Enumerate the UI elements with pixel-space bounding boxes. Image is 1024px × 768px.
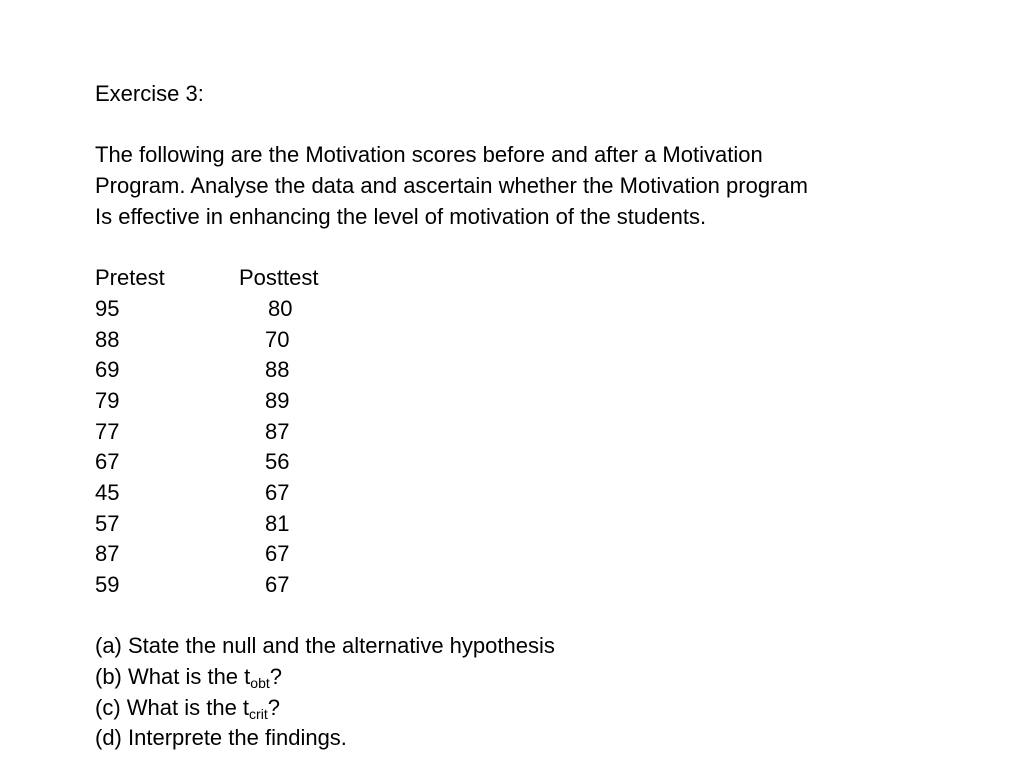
pretest-value: 87	[95, 541, 120, 567]
posttest-value: 56	[265, 449, 290, 475]
paragraph-line-3: Is effective in enhancing the level of motivation of the students.	[95, 203, 707, 229]
question-c-suffix: ?	[267, 694, 280, 720]
question-c-prefix: (c) What is the t	[95, 694, 250, 720]
question-b	[95, 662, 995, 693]
pretest-value: 45	[95, 479, 120, 505]
spacer	[95, 110, 995, 141]
pretest-value: 59	[95, 572, 120, 597]
posttest-value: 88	[265, 357, 290, 383]
posttest-value: 89	[265, 387, 290, 413]
table-row	[95, 539, 995, 570]
question-c-subscript: crit	[249, 705, 268, 722]
question-b-suffix: ?	[269, 664, 282, 690]
paragraph-line-2: Program. Analyse the data and ascertain whether the Motivation program	[95, 173, 808, 199]
slide-content	[95, 79, 995, 754]
header-pretest: Pretest	[95, 265, 165, 291]
table-row	[95, 355, 995, 386]
spacer	[95, 601, 995, 632]
posttest-value: 67	[265, 572, 290, 597]
paragraph-line-1: The following are the Motivation scores before and after a Motivation	[95, 142, 763, 168]
posttest-value: 87	[265, 418, 290, 444]
question-b-prefix: (b) What is the t	[95, 664, 251, 690]
pretest-value: 69	[95, 357, 120, 383]
pretest-value: 88	[95, 326, 120, 352]
question-c	[95, 693, 995, 724]
posttest-value: 70	[265, 326, 290, 352]
posttest-value: 67	[265, 479, 290, 505]
exercise-title: Exercise 3:	[95, 81, 204, 106]
table-row	[95, 386, 995, 417]
pretest-value: 67	[95, 449, 120, 475]
pretest-value: 77	[95, 418, 120, 444]
posttest-value: 81	[265, 510, 290, 536]
header-posttest: Posttest	[239, 265, 319, 291]
table-row	[95, 294, 995, 325]
spacer	[95, 232, 995, 263]
question-b-subscript: obt	[250, 675, 270, 692]
table-header	[95, 263, 995, 294]
table-row	[95, 325, 995, 356]
table-row	[95, 417, 995, 448]
table-row	[95, 447, 995, 478]
question-d: (d) Interprete the findings.	[95, 725, 347, 751]
table-row	[95, 570, 995, 601]
pretest-value: 95	[95, 295, 120, 321]
pretest-value: 57	[95, 510, 120, 536]
pretest-value: 79	[95, 387, 120, 413]
posttest-value: 80	[268, 295, 293, 321]
table-row	[95, 509, 995, 540]
posttest-value: 67	[265, 541, 290, 567]
question-a: (a) State the null and the alternative hypothesis	[95, 633, 555, 659]
table-row	[95, 478, 995, 509]
